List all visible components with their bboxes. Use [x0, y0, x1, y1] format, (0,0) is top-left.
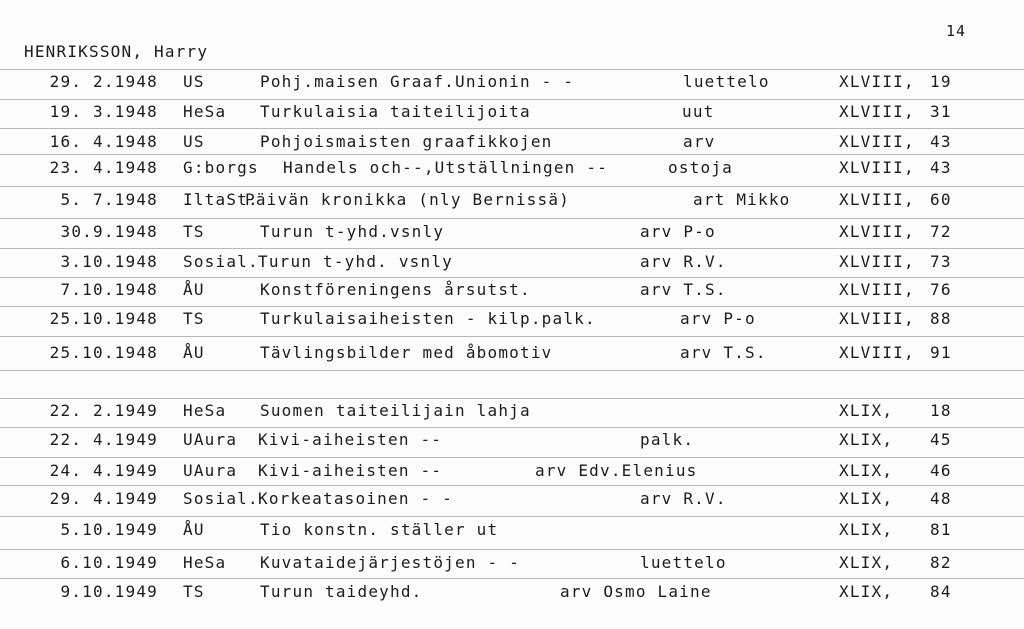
- entry-source: TS: [183, 582, 205, 601]
- entry-volume: XLVIII,: [839, 280, 915, 299]
- entry-date: 30.9.1948: [60, 222, 158, 241]
- page-number: 14: [946, 22, 967, 40]
- entry-page: 18: [930, 401, 952, 420]
- entry-title: Suomen taiteilijain lahja: [260, 401, 531, 420]
- entry-volume: XLVIII,: [839, 252, 915, 271]
- entry-row: [0, 190, 1024, 218]
- entry-type: arv T.S.: [680, 343, 767, 362]
- entry-title: Kivi-aiheisten --: [258, 461, 443, 480]
- entry-date: 6.10.1949: [60, 553, 158, 572]
- entry-title: Pohjoismaisten graafikkojen: [260, 132, 553, 151]
- entry-page: 73: [930, 252, 952, 271]
- entry-row: [0, 252, 1024, 280]
- entry-source: HeSa: [183, 553, 227, 572]
- entry-date: 25.10.1948: [49, 343, 158, 362]
- entry-type: arv R.V.: [640, 252, 727, 271]
- ruled-line: [0, 69, 1024, 70]
- entry-volume: XLIX,: [839, 430, 894, 449]
- entry-row: [0, 222, 1024, 250]
- entry-page: 91: [930, 343, 952, 362]
- entry-source: UAura: [183, 430, 238, 449]
- entry-date: 9.10.1949: [60, 582, 158, 601]
- entry-volume: XLIX,: [839, 582, 894, 601]
- entry-date: 7.10.1948: [60, 280, 158, 299]
- entry-source: Sosial.: [183, 489, 259, 508]
- entry-page: 46: [930, 461, 952, 480]
- entry-page: 19: [930, 72, 952, 91]
- entry-date: 3.10.1948: [60, 252, 158, 271]
- entry-row: [0, 309, 1024, 337]
- entry-volume: XLVIII,: [839, 102, 915, 121]
- entry-volume: XLIX,: [839, 520, 894, 539]
- entry-volume: XLVIII,: [839, 190, 915, 209]
- entry-page: 84: [930, 582, 952, 601]
- entry-type: palk.: [640, 430, 695, 449]
- entry-volume: XLVIII,: [839, 72, 915, 91]
- entry-volume: XLIX,: [839, 401, 894, 420]
- entry-date: 29. 2.1948: [49, 72, 158, 91]
- entry-date: 25.10.1948: [49, 309, 158, 328]
- entry-row: [0, 489, 1024, 517]
- entry-type: arv P-o: [640, 222, 716, 241]
- entry-source: HeSa: [183, 401, 227, 420]
- entry-title: Kivi-aiheisten --: [258, 430, 443, 449]
- entry-date: 24. 4.1949: [49, 461, 158, 480]
- entry-volume: XLVIII,: [839, 222, 915, 241]
- entry-source: ÅU: [183, 280, 205, 299]
- entry-page: 43: [930, 158, 952, 177]
- entry-source: ÅU: [183, 343, 205, 362]
- entry-type: luettelo: [683, 72, 770, 91]
- entry-row: [0, 343, 1024, 371]
- entry-row: [0, 158, 1024, 186]
- entry-page: 60: [930, 190, 952, 209]
- entry-source: G:borgs: [183, 158, 259, 177]
- entry-row: [0, 401, 1024, 429]
- entry-type: uut: [682, 102, 715, 121]
- entry-type: art Mikko: [693, 190, 791, 209]
- entry-source: HeSa: [183, 102, 227, 121]
- entry-date: 23. 4.1948: [49, 158, 158, 177]
- entry-date: 19. 3.1948: [49, 102, 158, 121]
- entry-title: Handels och--,Utställningen --: [283, 158, 608, 177]
- entry-page: 48: [930, 489, 952, 508]
- entry-title: Pohj.maisen Graaf.Unionin - -: [260, 72, 575, 91]
- entry-volume: XLVIII,: [839, 158, 915, 177]
- entry-row: [0, 132, 1024, 160]
- entry-type: luettelo: [640, 553, 727, 572]
- entry-page: 76: [930, 280, 952, 299]
- entry-volume: XLIX,: [839, 489, 894, 508]
- ruled-line: [0, 186, 1024, 187]
- entry-date: 29. 4.1949: [49, 489, 158, 508]
- entry-type: arv T.S.: [640, 280, 727, 299]
- entry-title: Turun t-yhd.vsnly: [260, 222, 445, 241]
- entry-title: Konstföreningens årsutst.: [260, 280, 531, 299]
- entry-title: Turkulaisaiheisten - kilp.palk.: [260, 309, 596, 328]
- entry-source: TS: [183, 309, 205, 328]
- entry-row: [0, 72, 1024, 100]
- entry-page: 45: [930, 430, 952, 449]
- entry-title: Korkeatasoinen - -: [258, 489, 453, 508]
- entry-source: UAura: [183, 461, 238, 480]
- entry-volume: XLVIII,: [839, 343, 915, 362]
- entry-date: 16. 4.1948: [49, 132, 158, 151]
- entry-type: arv: [683, 132, 716, 151]
- entry-type: arv P-o: [680, 309, 756, 328]
- entry-row: [0, 520, 1024, 548]
- entry-date: 5. 7.1948: [60, 190, 158, 209]
- entry-type: ostoja: [668, 158, 733, 177]
- entry-row: [0, 582, 1024, 610]
- entry-source: TS: [183, 222, 205, 241]
- entry-date: 5.10.1949: [60, 520, 158, 539]
- entry-type: arv Edv.Elenius: [535, 461, 698, 480]
- entry-row: [0, 461, 1024, 489]
- entry-volume: XLVIII,: [839, 309, 915, 328]
- entry-page: 88: [930, 309, 952, 328]
- entry-source: IltaSt.: [183, 190, 259, 209]
- entry-page: 31: [930, 102, 952, 121]
- entry-page: 81: [930, 520, 952, 539]
- entry-type: arv R.V.: [640, 489, 727, 508]
- entry-row: [0, 280, 1024, 308]
- entry-title: Tio konstn. ställer ut: [260, 520, 499, 539]
- entry-page: 82: [930, 553, 952, 572]
- entry-volume: XLVIII,: [839, 132, 915, 151]
- entry-title: Turun taideyhd.: [260, 582, 423, 601]
- person-name: HENRIKSSON, Harry: [24, 42, 209, 61]
- entry-source: US: [183, 132, 205, 151]
- entry-title: Päivän kronikka (nly Bernissä): [245, 190, 570, 209]
- ruled-line: [0, 398, 1024, 399]
- entry-source: US: [183, 72, 205, 91]
- entry-source: Sosial.: [183, 252, 259, 271]
- entry-source: ÅU: [183, 520, 205, 539]
- entry-date: 22. 4.1949: [49, 430, 158, 449]
- entry-volume: XLIX,: [839, 461, 894, 480]
- ruled-line: [0, 549, 1024, 550]
- entry-date: 22. 2.1949: [49, 401, 158, 420]
- entry-row: [0, 102, 1024, 130]
- entry-type: arv Osmo Laine: [560, 582, 712, 601]
- entry-row: [0, 430, 1024, 458]
- entry-title: Turkulaisia taiteilijoita: [260, 102, 531, 121]
- entry-title: Tävlingsbilder med åbomotiv: [260, 343, 553, 362]
- entry-title: Kuvataidejärjestöjen - -: [260, 553, 520, 572]
- entry-volume: XLIX,: [839, 553, 894, 572]
- entry-row: [0, 553, 1024, 581]
- entry-page: 43: [930, 132, 952, 151]
- ruled-line: [0, 218, 1024, 219]
- entry-page: 72: [930, 222, 952, 241]
- entry-title: Turun t-yhd. vsnly: [258, 252, 453, 271]
